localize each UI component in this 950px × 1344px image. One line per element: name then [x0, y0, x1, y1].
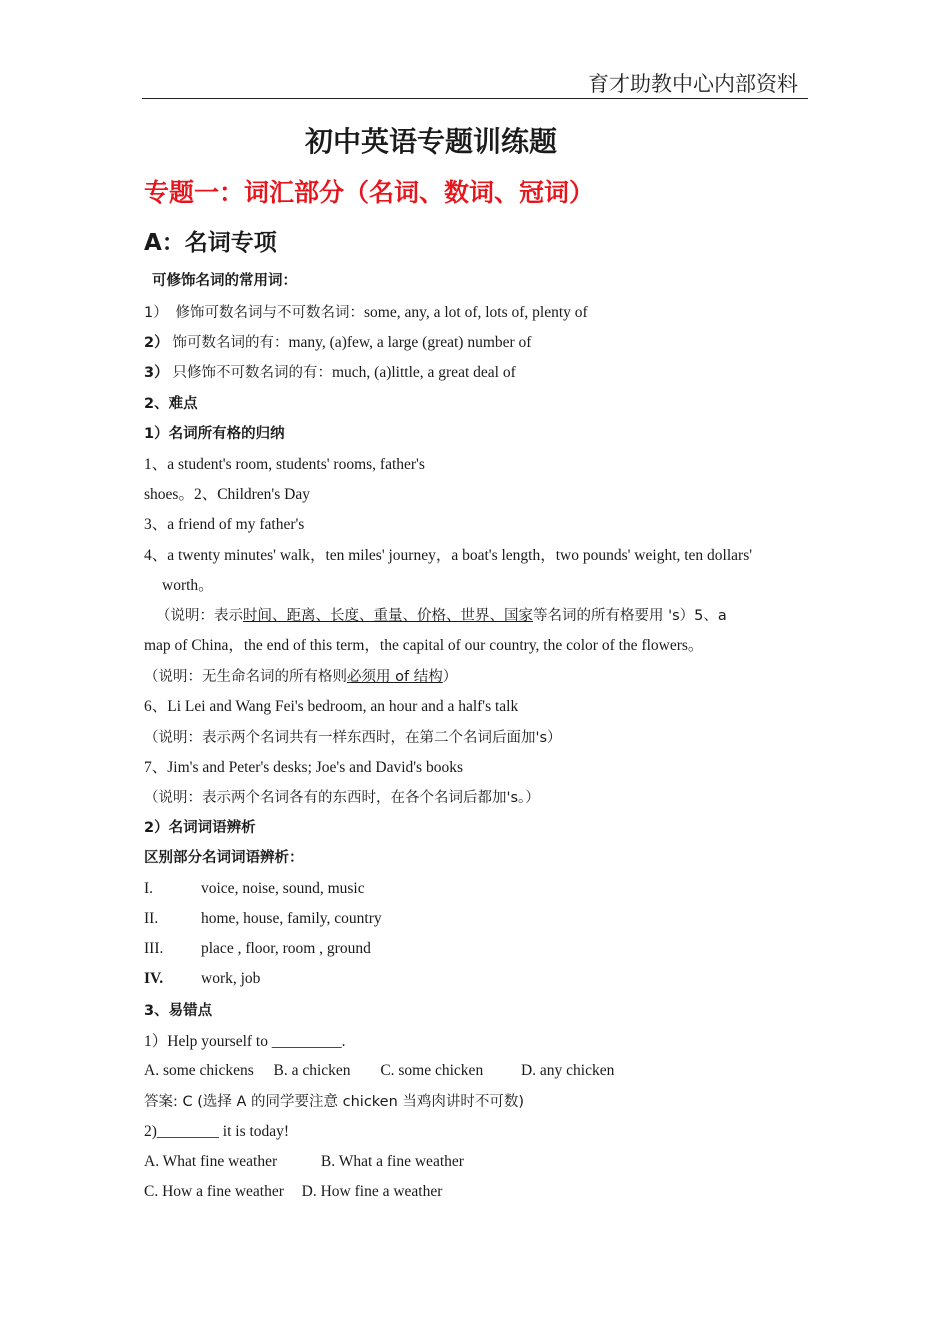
analysis-words: place , floor, room , ground	[201, 940, 371, 957]
header-text: 育才助教中心内部资料	[588, 72, 798, 96]
analysis-item	[144, 969, 260, 989]
topic-heading: 专题一：词汇部分（名词、数词、冠词）	[144, 178, 595, 207]
possessive-heading: 1）名词所有格的归纳	[144, 426, 285, 442]
note-text: 等名词的所有格要用 's）5、a	[533, 608, 727, 624]
note-text: ）	[442, 669, 458, 685]
analysis-heading: 2）名词词语辨析	[144, 820, 256, 836]
question-1-options	[144, 1061, 614, 1081]
analysis-words: voice, noise, sound, music	[201, 880, 365, 897]
option-d: D. any chicken	[520, 1062, 615, 1079]
option-b: B. a chicken	[273, 1062, 351, 1079]
note-line	[156, 606, 727, 626]
modifier-label: 只修饰不可数名词的有：	[172, 365, 332, 381]
option-c: C. How a fine weather	[144, 1183, 284, 1200]
page-header	[142, 62, 808, 99]
answer-1	[144, 1092, 524, 1112]
roman-numeral: II.	[144, 910, 159, 927]
modifier-words: much, (a)little, a great deal of	[331, 364, 516, 381]
analysis-item	[144, 879, 365, 899]
modifier-line-1	[144, 303, 588, 323]
option-c: C. some chicken	[380, 1062, 484, 1079]
question-1: 1）Help yourself to _________.	[144, 1033, 346, 1050]
analysis-item	[144, 909, 382, 929]
errors-heading: 3、易错点	[144, 1003, 213, 1019]
modifier-words: many, (a)few, a large (great) number of	[288, 334, 532, 351]
roman-numeral: III.	[144, 940, 164, 957]
modifier-words: some, any, a lot of, lots of, plenty of	[363, 304, 588, 321]
document-title: 初中英语专题训练题	[304, 125, 557, 158]
analysis-subheading: 区别部分名词词语辨析：	[144, 850, 304, 866]
analysis-words: work, job	[201, 970, 261, 987]
example-line: 6、Li Lei and Wang Fei's bedroom, an hour and a half's talk	[144, 698, 519, 715]
modifier-line-2	[144, 333, 531, 353]
note-text: （说明：无生命名词的所有格则	[144, 669, 347, 685]
note-line: （说明：表示两个名词共有一样东西时，在第二个名词后面加's）	[144, 730, 562, 746]
example-line: shoes。2、Children's Day	[144, 486, 310, 503]
example-line: 3、a friend of my father's	[144, 516, 305, 533]
note-text: （说明：表示	[156, 608, 243, 624]
example-line: 7、Jim's and Peter's desks; Joe's and David's books	[144, 759, 463, 776]
option-a: A. What fine weather	[144, 1153, 278, 1170]
modifier-num: 3）	[144, 365, 169, 381]
note-underlined: 必须用 of 结构	[347, 669, 443, 685]
modifier-num: 1）	[144, 305, 168, 321]
example-line: 1、a student's room, students' rooms, father's	[144, 456, 425, 473]
note-line	[144, 667, 457, 687]
option-d: D. How fine a weather	[301, 1183, 443, 1200]
example-line: worth。	[162, 577, 214, 594]
note-underlined: 时间、距离、长度、重量、价格、世界、国家	[243, 608, 533, 624]
modifier-line-3	[144, 363, 516, 383]
note-line: （说明：表示两个名词各有的东西时，在各个名词后都加's。）	[144, 790, 540, 806]
question-2: 2)________ it is today!	[144, 1123, 290, 1140]
analysis-item	[144, 939, 371, 959]
modifier-label: 修饰可数名词与不可数名词：	[175, 305, 364, 321]
option-b: B. What a fine weather	[320, 1153, 464, 1170]
roman-numeral: IV.	[144, 970, 164, 987]
example-line: 4、a twenty minutes' walk，ten miles' journey，a boat's length，two pounds' weight, ten dollars'	[144, 547, 753, 564]
example-line: map of China，the end of this term，the capital of our country, the color of the flowers。	[144, 637, 704, 654]
section-a-heading: A：名词专项	[144, 230, 277, 256]
analysis-words: home, house, family, country	[201, 910, 382, 927]
modifier-num: 2）	[144, 335, 169, 351]
modifier-label: 饰可数名词的有：	[172, 335, 289, 351]
difficult-heading: 2、难点	[144, 396, 198, 412]
intro-heading: 可修饰名词的常用词：	[152, 273, 297, 289]
option-a: A. some chickens	[144, 1062, 254, 1079]
roman-numeral: I.	[144, 880, 154, 897]
question-2-options-row-1	[144, 1152, 464, 1172]
question-2-options-row-2	[144, 1182, 442, 1202]
answer-text: 答案: C (选择 A 的同学要注意 chicken 当鸡肉讲时不可数)	[144, 1094, 525, 1110]
